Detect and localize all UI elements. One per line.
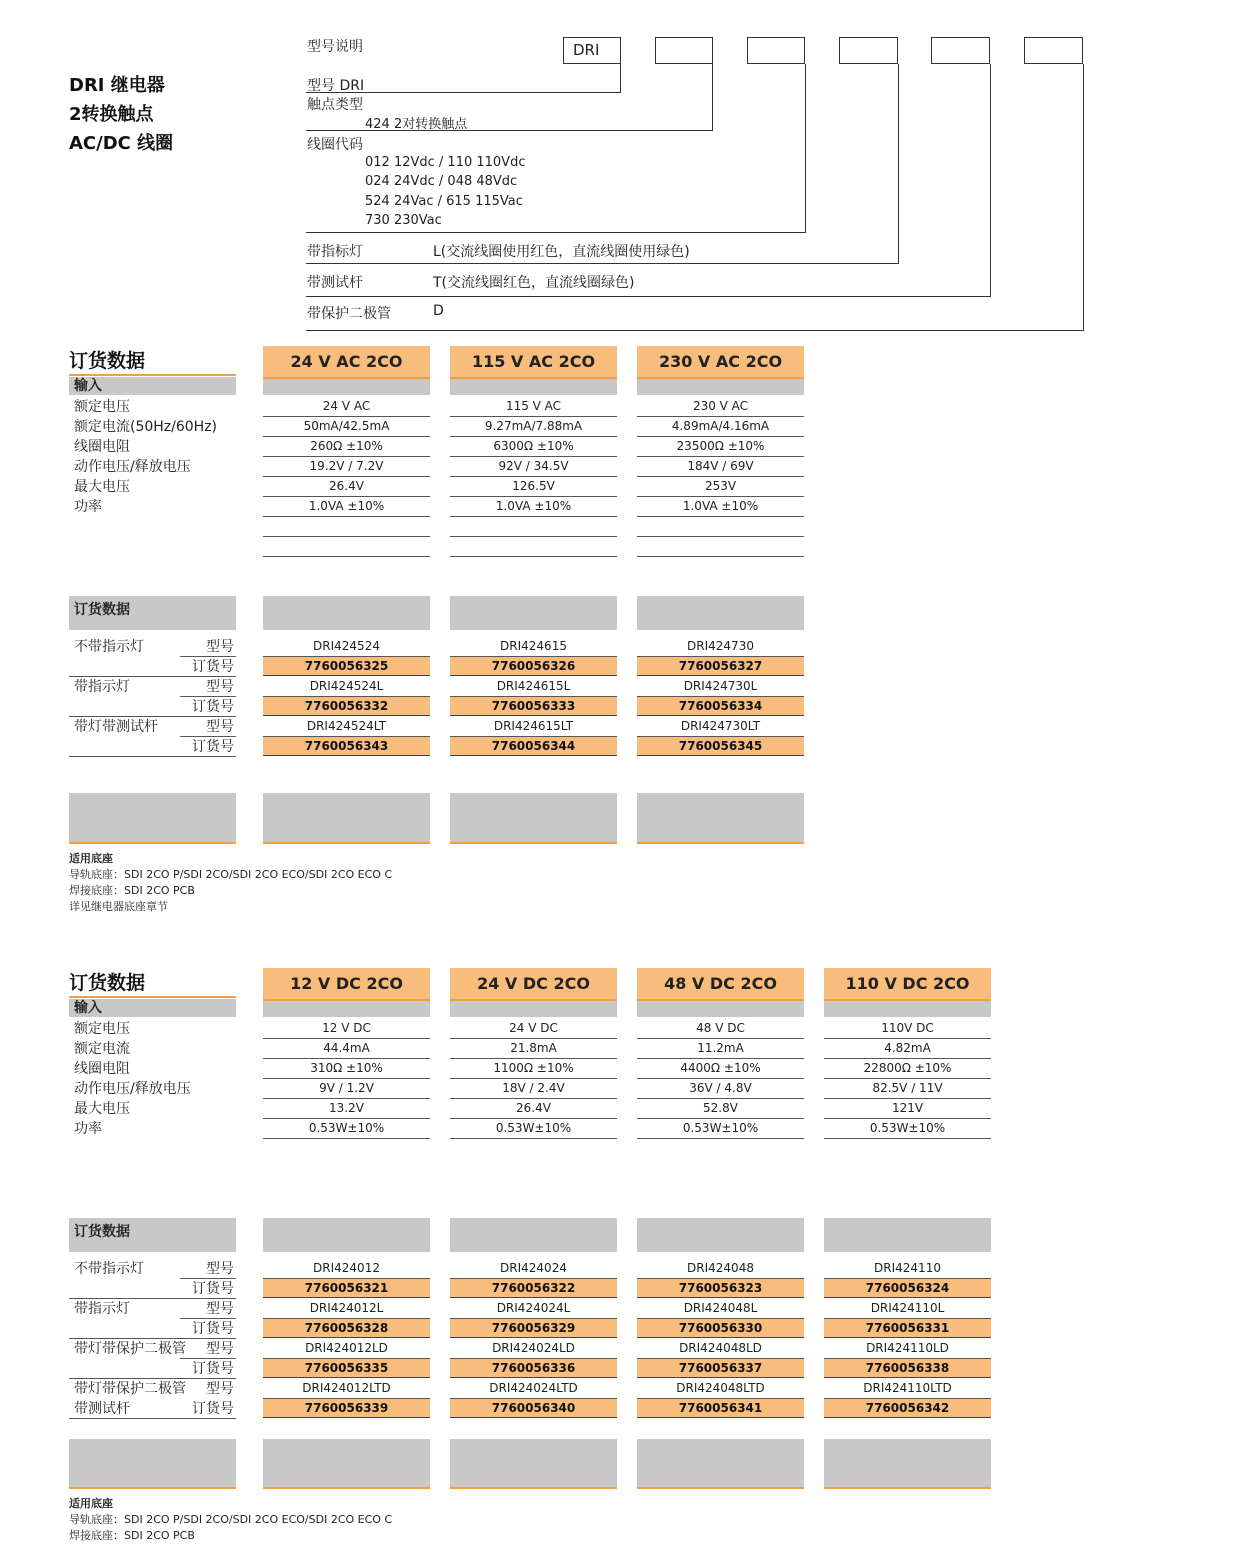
ac-cell: 4.89mA/4.16mA xyxy=(637,417,804,437)
ac-section-title: 订货数据 xyxy=(69,348,236,376)
ac-cell: 92V / 34.5V xyxy=(450,457,617,477)
dc-cell: 0.53W±10% xyxy=(450,1119,617,1139)
dc-column-header: 24 V DC 2CO xyxy=(450,968,617,1001)
diode-option-value: D xyxy=(433,303,444,319)
dc-type-label: 型号 xyxy=(206,1301,234,1317)
dc-order-label: 订货号 xyxy=(192,1321,234,1337)
dc-order-cell: 7760056322 xyxy=(450,1279,617,1298)
dc-row-label: 动作电压/释放电压 xyxy=(74,1081,191,1097)
dc-type-cell: DRI424024LD xyxy=(450,1339,617,1359)
dc-cell: 310Ω ±10% xyxy=(263,1059,430,1079)
contact-type-option: 424 2对转换触点 xyxy=(365,117,468,132)
ac-note-heading: 适用底座 xyxy=(69,852,113,865)
dc-type-cell: DRI424012LTD xyxy=(263,1379,430,1399)
ac-type-label: 型号 xyxy=(206,679,234,695)
dc-column-header: 48 V DC 2CO xyxy=(637,968,804,1001)
dc-cell: 4.82mA xyxy=(824,1039,991,1059)
dc-order-group-label: 带灯带保护二极管 xyxy=(74,1381,186,1397)
dc-cell: 26.4V xyxy=(450,1099,617,1119)
model-line-label: 型号 DRI xyxy=(307,78,365,94)
dc-cell: 11.2mA xyxy=(637,1039,804,1059)
dc-order-cell: 7760056336 xyxy=(450,1359,617,1378)
dc-order-cell: 7760056324 xyxy=(824,1279,991,1298)
ac-row-label: 功率 xyxy=(74,499,102,515)
dc-column-header: 12 V DC 2CO xyxy=(263,968,430,1001)
dc-order-cell: 7760056337 xyxy=(637,1359,804,1378)
ac-note: 导轨底座：SDI 2CO P/SDI 2CO/SDI 2CO ECO/SDI 2CO ECO C xyxy=(69,868,393,881)
test-option-label: 带测试杆 xyxy=(307,275,363,291)
ac-type-label: 型号 xyxy=(206,719,234,735)
ac-cell: 230 V AC xyxy=(637,397,804,417)
ac-order-cell: 7760056333 xyxy=(450,697,617,716)
dc-input-label: 输入 xyxy=(74,1000,102,1016)
model-box-contact xyxy=(655,37,713,64)
dc-cell: 121V xyxy=(824,1099,991,1119)
ac-row-label: 额定电压 xyxy=(74,399,130,415)
dc-type-cell: DRI424012LD xyxy=(263,1339,430,1359)
dc-row-label: 线圈电阻 xyxy=(74,1061,130,1077)
ac-type-cell: DRI424524L xyxy=(263,677,430,697)
dc-cell: 13.2V xyxy=(263,1099,430,1119)
ac-type-label: 型号 xyxy=(206,639,234,655)
dc-column-header: 110 V DC 2CO xyxy=(824,968,991,1001)
dc-order-cell: 7760056339 xyxy=(263,1399,430,1418)
ac-column-header: 24 V AC 2CO xyxy=(263,346,430,379)
dc-note: 导轨底座：SDI 2CO P/SDI 2CO/SDI 2CO ECO/SDI 2CO ECO C xyxy=(69,1513,393,1526)
ac-row-label: 动作电压/释放电压 xyxy=(74,459,191,475)
test-option-value: T(交流线圈红色，直流线圈绿色) xyxy=(433,275,635,291)
model-box-dri xyxy=(563,37,621,64)
model-box-diode xyxy=(1024,37,1083,64)
ac-order-cell: 7760056334 xyxy=(637,697,804,716)
dc-cell: 82.5V / 11V xyxy=(824,1079,991,1099)
dc-section-title: 订货数据 xyxy=(69,970,236,998)
dc-order-group-label: 不带指示灯 xyxy=(74,1261,144,1277)
ac-order-cell: 7760056332 xyxy=(263,697,430,716)
dc-cell: 4400Ω ±10% xyxy=(637,1059,804,1079)
dc-order-cell: 7760056330 xyxy=(637,1319,804,1338)
ac-order-label: 订货号 xyxy=(192,659,234,675)
dc-order-cell: 7760056338 xyxy=(824,1359,991,1378)
dc-order-cell: 7760056335 xyxy=(263,1359,430,1378)
dc-order-cell: 7760056329 xyxy=(450,1319,617,1338)
dc-type-cell: DRI424110 xyxy=(824,1259,991,1279)
dc-order-cell: 7760056341 xyxy=(637,1399,804,1418)
ac-cell: 50mA/42.5mA xyxy=(263,417,430,437)
ac-cell: 115 V AC xyxy=(450,397,617,417)
ac-order-title: 订货数据 xyxy=(74,602,130,618)
dc-type-cell: DRI424048LTD xyxy=(637,1379,804,1399)
ac-type-cell: DRI424524 xyxy=(263,637,430,657)
coil-code-label: 线圈代码 xyxy=(307,137,363,153)
ac-cell: 1.0VA ±10% xyxy=(263,497,430,517)
ac-row-label: 最大电压 xyxy=(74,479,130,495)
ac-cell: 23500Ω ±10% xyxy=(637,437,804,457)
dc-row-label: 最大电压 xyxy=(74,1101,130,1117)
ac-cell: 6300Ω ±10% xyxy=(450,437,617,457)
dc-row-label: 额定电压 xyxy=(74,1021,130,1037)
dc-order-cell: 7760056323 xyxy=(637,1279,804,1298)
dc-cell: 0.53W±10% xyxy=(263,1119,430,1139)
dc-type-cell: DRI424110LTD xyxy=(824,1379,991,1399)
dc-order-label: 订货号 xyxy=(192,1401,234,1417)
model-box-led xyxy=(839,37,898,64)
led-option-value: L(交流线圈使用红色，直流线圈使用绿色) xyxy=(433,244,690,260)
ac-cell: 9.27mA/7.88mA xyxy=(450,417,617,437)
ac-order-cell: 7760056343 xyxy=(263,737,430,756)
dc-cell: 0.53W±10% xyxy=(824,1119,991,1139)
dc-order-label: 订货号 xyxy=(192,1281,234,1297)
ac-cell: 253V xyxy=(637,477,804,497)
ac-order-cell: 7760056326 xyxy=(450,657,617,676)
ac-cell: 1.0VA ±10% xyxy=(637,497,804,517)
dc-note: 焊接底座：SDI 2CO PCB xyxy=(69,1529,195,1542)
product-title-line3: AC/DC 线圈 xyxy=(69,133,174,154)
dc-cell: 52.8V xyxy=(637,1099,804,1119)
dc-order-cell: 7760056331 xyxy=(824,1319,991,1338)
dc-type-cell: DRI424110L xyxy=(824,1299,991,1319)
model-box-dri-text: DRI xyxy=(573,41,600,59)
ac-order-group-label: 不带指示灯 xyxy=(74,639,144,655)
dc-order-cell: 7760056328 xyxy=(263,1319,430,1338)
coil-code-option: 730 230Vac xyxy=(365,213,442,228)
ac-input-label: 输入 xyxy=(74,378,102,394)
dc-order-cell: 7760056321 xyxy=(263,1279,430,1298)
diode-option-label: 带保护二极管 xyxy=(307,306,391,322)
dc-cell: 9V / 1.2V xyxy=(263,1079,430,1099)
ac-type-cell: DRI424730L xyxy=(637,677,804,697)
led-option-label: 带指标灯 xyxy=(307,244,363,260)
dc-order-title: 订货数据 xyxy=(74,1224,130,1240)
dc-type-cell: DRI424110LD xyxy=(824,1339,991,1359)
ac-column-header: 230 V AC 2CO xyxy=(637,346,804,379)
ac-order-cell: 7760056325 xyxy=(263,657,430,676)
ac-type-cell: DRI424730LT xyxy=(637,717,804,737)
ac-row-label: 线圈电阻 xyxy=(74,439,130,455)
dc-cell: 24 V DC xyxy=(450,1019,617,1039)
dc-note-heading: 适用底座 xyxy=(69,1497,113,1510)
product-title-line1: DRI 继电器 xyxy=(69,75,165,96)
dc-row-label: 功率 xyxy=(74,1121,102,1137)
dc-type-cell: DRI424012 xyxy=(263,1259,430,1279)
dc-type-label: 型号 xyxy=(206,1381,234,1397)
dc-cell: 48 V DC xyxy=(637,1019,804,1039)
ac-cell: 126.5V xyxy=(450,477,617,497)
dc-cell: 1100Ω ±10% xyxy=(450,1059,617,1079)
coil-code-option: 012 12Vdc / 110 110Vdc xyxy=(365,155,526,170)
ac-type-cell: DRI424615LT xyxy=(450,717,617,737)
dc-order-cell: 7760056340 xyxy=(450,1399,617,1418)
ac-row-label: 额定电流(50Hz/60Hz) xyxy=(74,419,218,435)
ac-note: 焊接底座：SDI 2CO PCB xyxy=(69,884,195,897)
ac-cell: 184V / 69V xyxy=(637,457,804,477)
dc-order-group-label: 带灯带保护二极管 xyxy=(74,1341,186,1357)
dc-type-cell: DRI424024LTD xyxy=(450,1379,617,1399)
dc-cell: 18V / 2.4V xyxy=(450,1079,617,1099)
ac-order-group-label: 带灯带测试杆 xyxy=(74,719,158,735)
dc-order-group-label: 带指示灯 xyxy=(74,1301,130,1317)
dc-type-cell: DRI424024 xyxy=(450,1259,617,1279)
ac-cell: 19.2V / 7.2V xyxy=(263,457,430,477)
ac-cell: 26.4V xyxy=(263,477,430,497)
ac-order-cell: 7760056345 xyxy=(637,737,804,756)
ac-cell: 24 V AC xyxy=(263,397,430,417)
dc-cell: 44.4mA xyxy=(263,1039,430,1059)
dc-type-label: 型号 xyxy=(206,1341,234,1357)
dc-cell: 12 V DC xyxy=(263,1019,430,1039)
ac-type-cell: DRI424524LT xyxy=(263,717,430,737)
dc-cell: 22800Ω ±10% xyxy=(824,1059,991,1079)
ac-order-label: 订货号 xyxy=(192,739,234,755)
dc-cell: 110V DC xyxy=(824,1019,991,1039)
dc-row-label: 额定电流 xyxy=(74,1041,130,1057)
ac-order-label: 订货号 xyxy=(192,699,234,715)
ac-cell: 1.0VA ±10% xyxy=(450,497,617,517)
coil-code-option: 524 24Vac / 615 115Vac xyxy=(365,194,523,209)
ac-note: 详见继电器底座章节 xyxy=(69,900,168,913)
ac-column-header: 115 V AC 2CO xyxy=(450,346,617,379)
dc-order-cell: 7760056342 xyxy=(824,1399,991,1418)
contact-type-label: 触点类型 xyxy=(307,97,363,113)
model-key-heading: 型号说明 xyxy=(307,39,363,55)
dc-type-cell: DRI424048 xyxy=(637,1259,804,1279)
model-box-test xyxy=(931,37,990,64)
dc-type-cell: DRI424024L xyxy=(450,1299,617,1319)
dc-order-label: 订货号 xyxy=(192,1361,234,1377)
dc-type-cell: DRI424012L xyxy=(263,1299,430,1319)
ac-order-cell: 7760056327 xyxy=(637,657,804,676)
dc-type-cell: DRI424048L xyxy=(637,1299,804,1319)
dc-cell: 0.53W±10% xyxy=(637,1119,804,1139)
ac-cell: 260Ω ±10% xyxy=(263,437,430,457)
coil-code-option: 024 24Vdc / 048 48Vdc xyxy=(365,174,518,189)
ac-order-group-label: 带指示灯 xyxy=(74,679,130,695)
ac-type-cell: DRI424730 xyxy=(637,637,804,657)
dc-cell: 36V / 4.8V xyxy=(637,1079,804,1099)
dc-type-cell: DRI424048LD xyxy=(637,1339,804,1359)
ac-type-cell: DRI424615 xyxy=(450,637,617,657)
ac-order-cell: 7760056344 xyxy=(450,737,617,756)
ac-type-cell: DRI424615L xyxy=(450,677,617,697)
dc-cell: 21.8mA xyxy=(450,1039,617,1059)
model-box-coil xyxy=(747,37,805,64)
dc-order-group-label-2: 带测试杆 xyxy=(74,1401,130,1417)
product-title-line2: 2转换触点 xyxy=(69,104,154,125)
dc-type-label: 型号 xyxy=(206,1261,234,1277)
